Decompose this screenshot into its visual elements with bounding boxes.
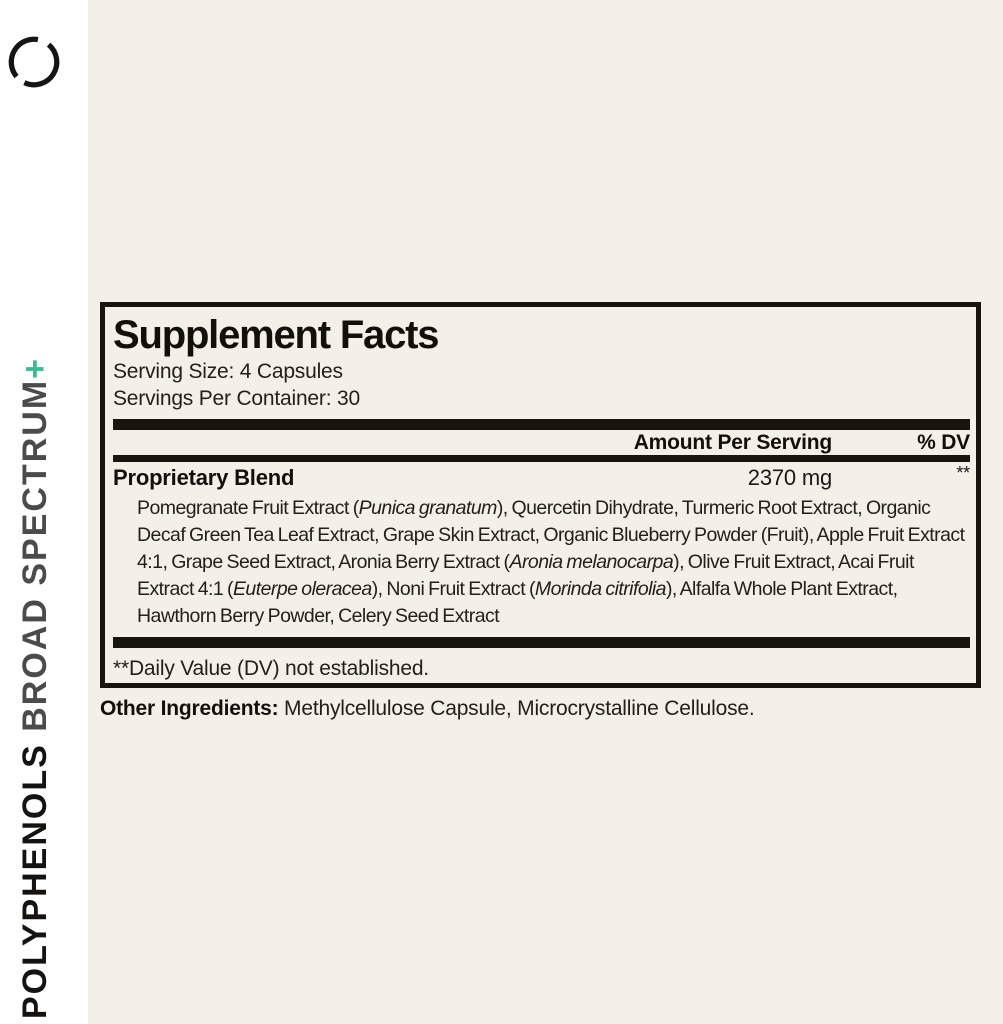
divider-bar-header xyxy=(113,455,970,462)
supplement-facts-panel xyxy=(100,302,981,688)
blend-ingredients-list: Pomegranate Fruit Extract (Punica granatum), Quercetin Dihydrate, Turmeric Root Extract, Organic Decaf Green Tea Leaf Extract, Grape Skin Extract, Organic Blueberry Powder (Fruit), Apple Fruit Extract 4:1, Grape Seed Extract, Aronia Berry Extract (Aronia melanocarpa), Olive Fruit Extract, Acai Fruit Extract 4:1 (Euterpe oleracea), Noni Fruit Extract (Morinda citrifolia), Alfalfa Whole Plant Extract, Hawthorn Berry Powder, Celery Seed Extract xyxy=(137,497,965,627)
brand-plus-sign: + xyxy=(16,356,54,379)
ingredient-amount: 2370 mg xyxy=(747,465,832,490)
dv-footnote: **Daily Value (DV) not established. xyxy=(113,657,429,680)
ingredient-dv: ** xyxy=(956,462,970,483)
other-ingredients-line xyxy=(100,695,755,722)
other-ingredients-text: Methylcellulose Capsule, Microcrystalline Cellulose. xyxy=(278,697,755,720)
ingredient-name: Proprietary Blend xyxy=(113,465,295,490)
supplement-facts-title: Supplement Facts xyxy=(113,313,439,357)
amount-per-serving-header: Amount Per Serving xyxy=(633,430,832,454)
percent-dv-header: % DV xyxy=(917,430,970,454)
brand-name: POLYPHENOLS xyxy=(16,743,54,1019)
servings-per-container: Servings Per Container: 30 xyxy=(113,387,360,410)
brand-subtitle: BROAD SPECTRUM xyxy=(16,378,54,744)
vertical-brand-text xyxy=(13,357,57,1019)
left-white-strip xyxy=(0,0,88,1024)
divider-bar-bottom xyxy=(113,637,970,648)
facts-header-row xyxy=(113,430,970,455)
broken-circle-logo-icon xyxy=(6,33,62,91)
other-ingredients-label: Other Ingredients: xyxy=(100,697,279,720)
divider-bar-top xyxy=(113,419,970,430)
serving-size: Serving Size: 4 Capsules xyxy=(113,360,343,383)
table-row xyxy=(113,462,970,493)
